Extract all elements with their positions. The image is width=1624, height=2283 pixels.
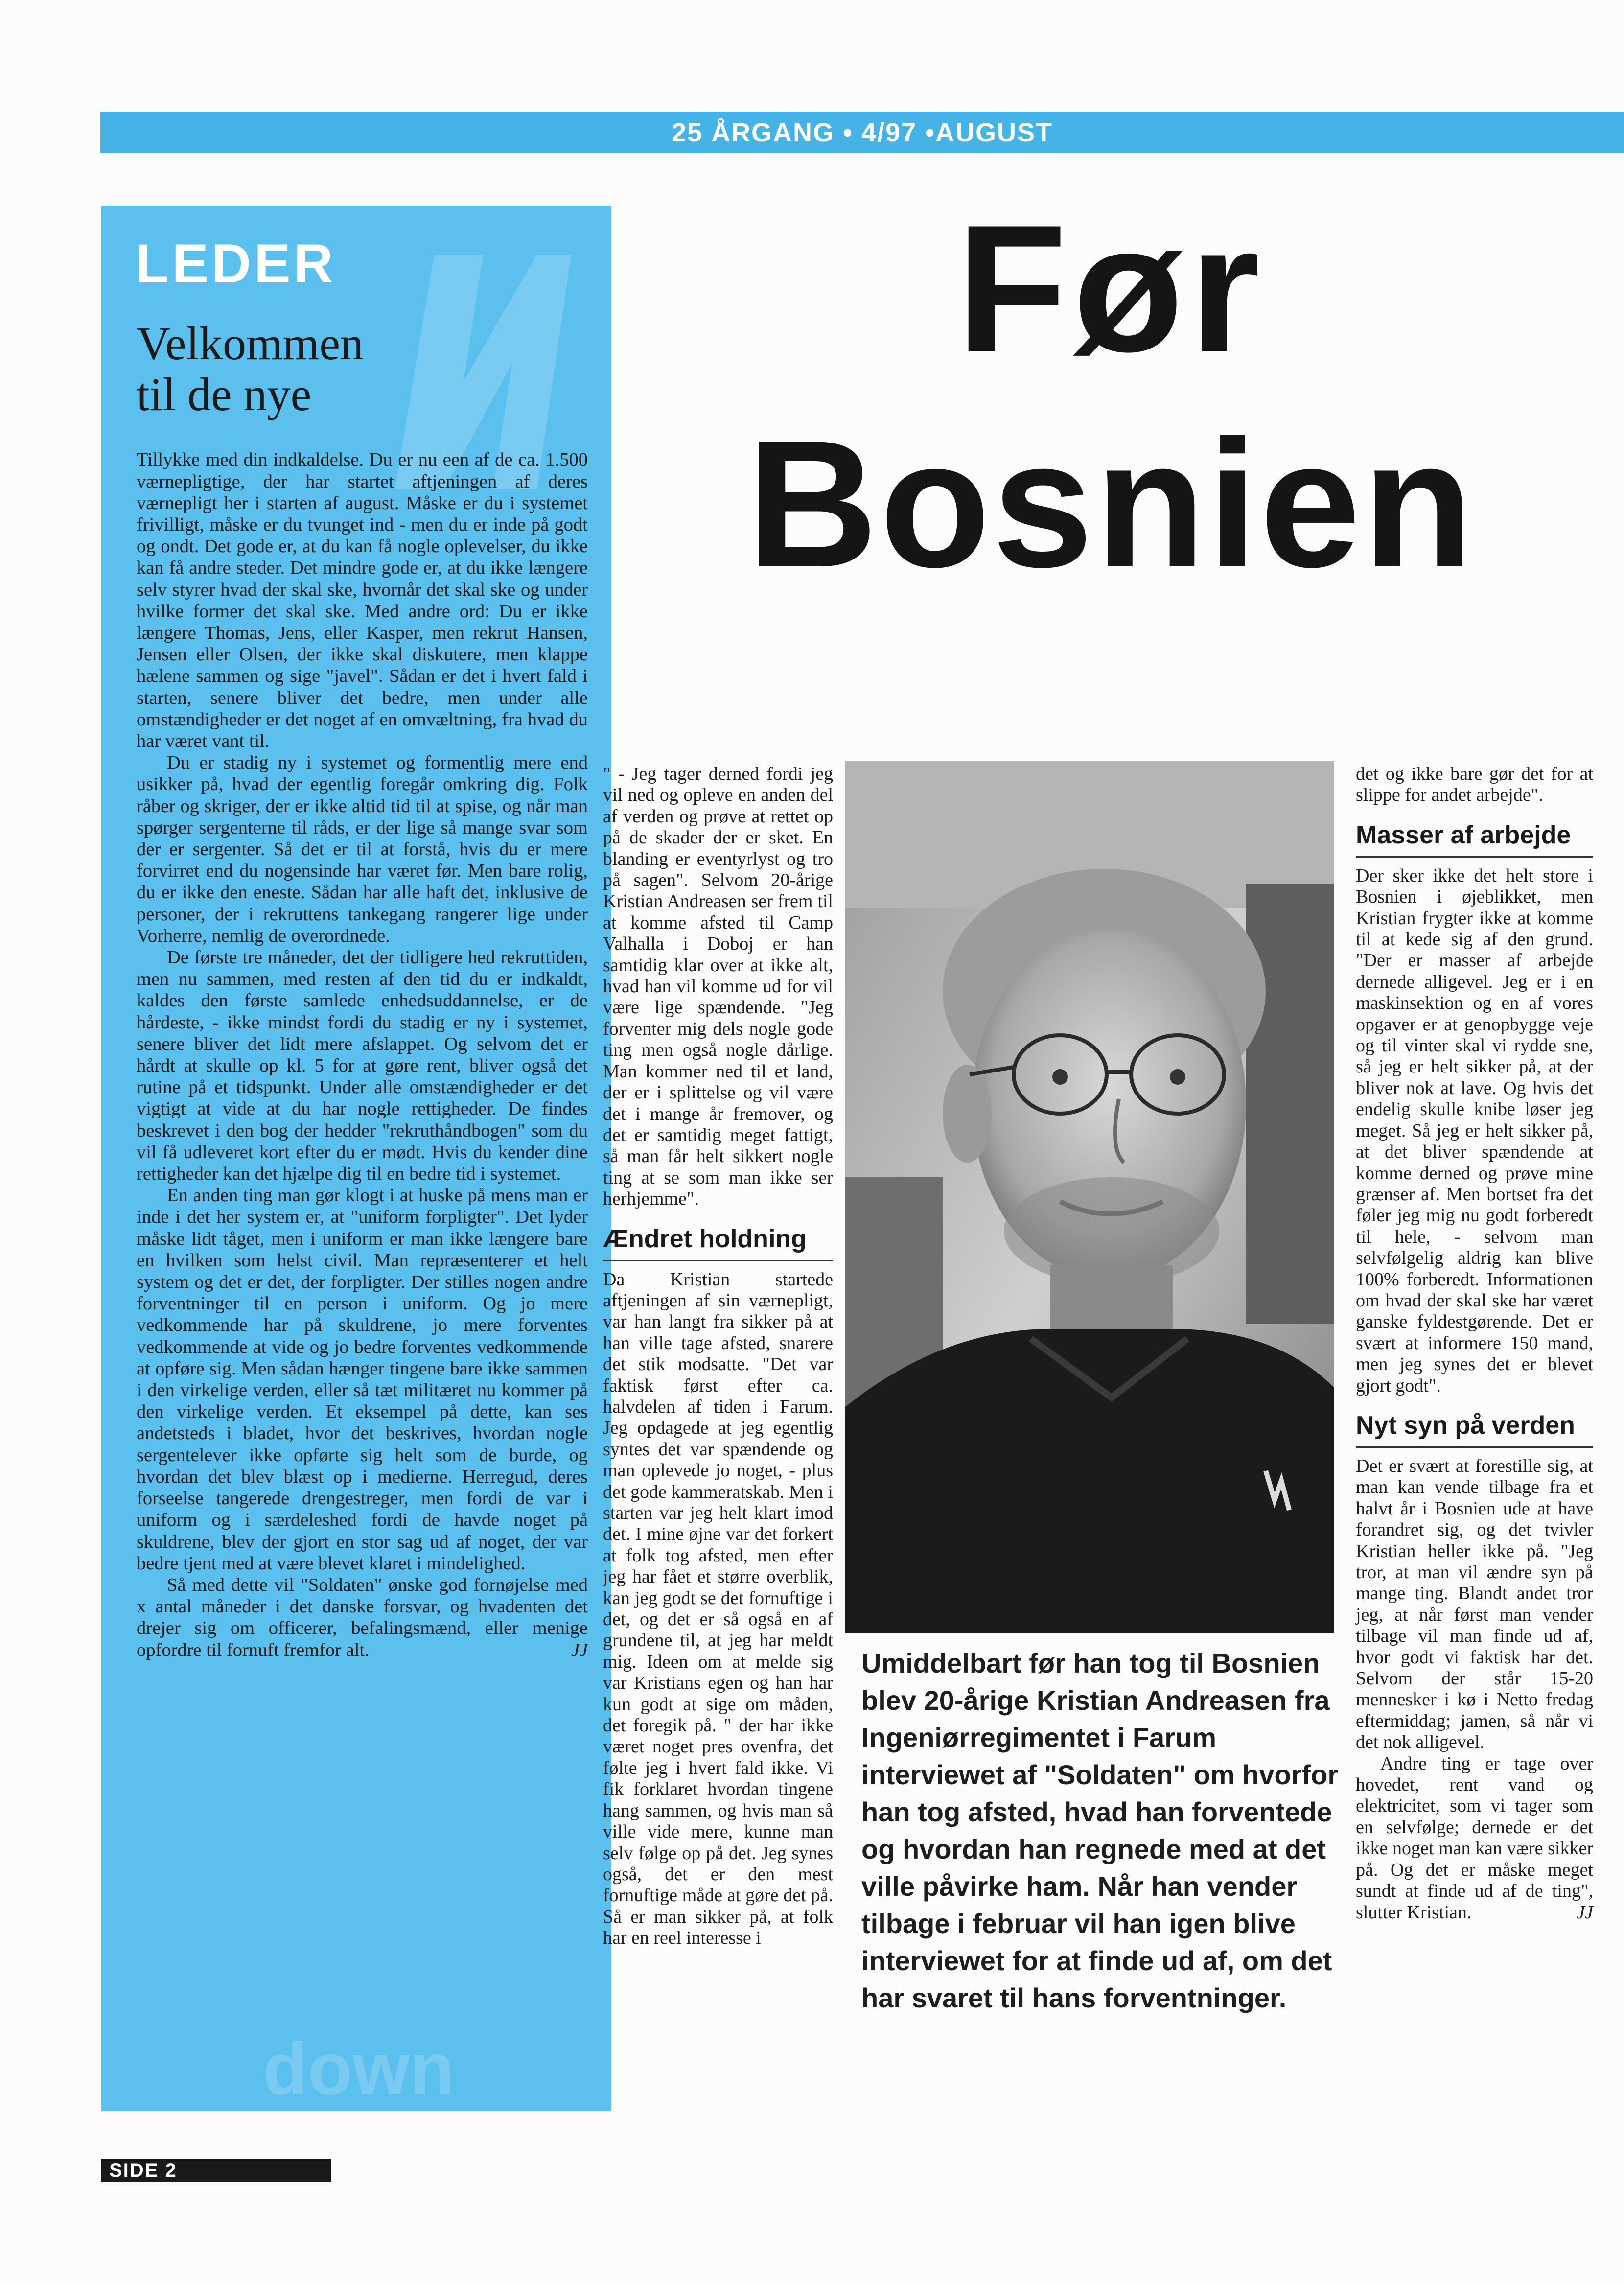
leader-paragraph-text: Så med dette vil "Soldaten" ønske god fornøjelse med x antal måneder i det danske forsvar, og hvadenten det drejer sig om officerer, befalingsmænd, eller menige opfordre til fornuft fremfor alt. [137, 1574, 588, 1660]
article-paragraph: det og ikke bare gør det for at slippe for andet arbejde". [1356, 764, 1593, 806]
article-paragraph: Det er svært at forestille sig, at man kan vende tilbage fra et halvt år i Bosnien ude at have forandret sig, og det tvivler Kristian heller ikke på. "Jeg tror, at man vil ændre syn på mange ting. Blandt andet tror jeg, at når først man vender tilbage vil man finde ud af, hvor godt vi faktisk har det. Selvom der står 15-20 mennesker i kø i Netto fredag eftermiddag; jamen, så når vi det nok alligevel. [1356, 1455, 1593, 1753]
portrait-image [845, 761, 1334, 1633]
article-paragraph: Da Kristian startede aftjeningen af sin værnepligt, var han langt fra sikker på at han ville tage afsted, snarere det stik modsatte. "Det var faktisk først efter ca. halvdelen af tiden i Farum. Jeg opdagede at jeg egentlig syntes det var spændende og man oplevede jo noget, - plus det gode kammeratskab. Men i starten var jeg helt klart imod det. I mine øjne var det forkert at folk tog afsted, men efter jeg har fået et større overblik, kan jeg godt se det fornuftige i det, og det er så også en af grundene til, at jeg har meldt mig. Ideen om at melde sig var Kristians egen og han har kun godt at sige om måden, det foregik på. " der har ikke været noget pres ovenfra, det følte jeg i hvert fald ikke. Vi fik forklaret hvordan tingene hang sammen, og hvis man så ville vide mere, kunne man selv følge op på det. Jeg synes også, det er den mest fornuftige måde at gøre det på. Så er man sikker på, at folk har en reel interesse i [603, 1269, 833, 1949]
article-intro: " - Jeg tager derned fordi jeg vil ned og opleve en anden del af verden og prøve at rettet op på de skader der er sket. En blanding er eventyrlyst og tro på sagen". Selvom 20-årige Kristian Andreasen ser frem til at komme afsted til Camp Valhalla i Doboj er han samtidig klar over at ikke alt, hvad han vil komme ud for vil være lige spændende. "Jeg forventer mig dels nogle gode ting men også nogle dårlige. Man kommer ned til et land, der er i splittelse og vil være det i mange år fremover, og det er samtidig meget fattigt, så man får helt sikkert nogle ting at se som man ikke ser herhjemme". [603, 764, 833, 1210]
leader-paragraph: Du er stadig ny i systemet og formentlig mere end usikker på, hvad der egentlig foregår omkring dig. Folk råber og skriger, der er ikke altid tid til at spise, og når man spørger sergenterne til råds, er der lige så mange svar som der er sergenter. Så det er til at forstå, hvis du er mere forvirret end du nogensinde har været før. Men bare rolig, du er ikke den eneste. Sådan har alle haft det, inklusive de personer, der i rekruttens tankegang rangerer lige under Vorherre, nemlig de overordnede. [137, 752, 588, 946]
leader-title-line-1: Velkommen [137, 317, 364, 370]
article-signature: JJ [1577, 1902, 1593, 1923]
leader-title-line-2: til de nye [137, 368, 312, 420]
leader-paragraph [137, 1574, 588, 1661]
article-paragraph: Der sker ikke det helt store i Bosnien i øjeblikket, men Kristian frygter ikke at komme til at kede sig af den grund. "Der er masser af arbejde dernede alligevel. Jeg er i en maskinsektion og en af vores opgaver er at genopbygge veje og til vinter skal vi rydde sne, så jeg er helt sikker på, at der bliver nok at lave. Og hvis det endelig skulle knibe løser jeg meget. Så jeg er helt sikker på, at det bliver spændende at komme derned og prøve mine grænser af. Men bortset fra det føler jeg mig nu godt forberedt til hele, - selvom man selvfølgelig aldrig kan blive 100% forberedt. Informationen om hvad der skal ske har været ganske fyldestgørende. Det er svært at informere 150 mand, men jeg synes det er blevet gjort godt". [1356, 865, 1593, 1396]
leader-paragraph: En anden ting man gør klogt i at huske på mens man er inde i det her system er, at "uniform forpligter". Det lyder måske lidt tåget, men i uniform er man ikke længere bare en hvilken som helst civil. Man repræsenterer et helt system og det er det, der forpligter. Der stilles nogen andre forventninger til en person i uniform. Og jo mere vedkommende har på skuldrene, jo mere forventes vedkommende at vide og jo bedre forventes vedkommende at opføre sig. Men sådan hænger tingene bare ikke sammen i den virkelige verden, eller så tæt militæret nu kommer på den virkelige verden. Et eksempel på dette, kan ses andetsteds i bladet, hvor det beskrives, hvordan nogle sergentelever ikke opførte sig helt som de burde, og hvordan det blev blæst op i medierne. Herregud, deres forseelse tangerede drengestreger, men fordi de var i uniform og i særdeleshed fordi de havde noget på skuldrene, blev der gjort en stor sag ud af noget, der var bedre tjent med at være blevet klaret i mindelighed. [137, 1185, 588, 1574]
leader-label: LEDER [136, 233, 336, 294]
issue-text: 25 ÅRGANG • 4/97 •AUGUST [672, 117, 1053, 147]
background-text-watermark: down [263, 2027, 455, 2110]
article-paragraph [1356, 1753, 1593, 1923]
article-paragraph-text: Andre ting er tage over hovedet, rent vand og elektricitet, som vi tager som en selvfølge; dernede er det ikke noget man kan være sikker på. Og det er måske meget sundt at finde ud af de ting", slutter Kristian. [1356, 1753, 1593, 1923]
leader-paragraph: De første tre måneder, det der tidligere hed rekruttiden, men nu sammen, med resten af den tid du er indkaldt, kaldes den første samlede enhedsuddannelse, er de hårdeste, - ikke mindst fordi du stadig er ny i systemet, senere bliver det lidt mere afslappet. Og selvom det er hårdt at skulle op kl. 5 for at gøre rent, bliver også det rutine på et tidspunkt. Under alle omstændigheder er det vigtigt at vide at du har nogle rettigheder. De findes beskrevet i den bog der hedder "rekruthåndbogen" som du vil få udleveret kort efter du er mødt. Hvis du kender dine rettigheder kan det hjælpe dig til en bedre tid i systemet. [137, 947, 588, 1185]
leader-body [137, 449, 588, 1660]
subheading-masser-af-arbejde: Masser af arbejde [1356, 821, 1593, 858]
subheading-aendret-holdning: Ændret holdning [603, 1225, 833, 1261]
leader-paragraph: Tillykke med din indkaldelse. Du er nu een af de ca. 1.500 værnepligtige, der har startet aftjeningen af deres værnepligt her i starten af august. Måske er du i systemet frivilligt, måske er du tvunget ind - men du er inde på godt og ondt. Det gode er, at du kan få nogle oplevelser, du ikke kan få andre steder. Det mindre gode er, at du ikke længere selv styrer hvad der skal ske, hvornår det skal ske og under hvilke former det skal ske. Med andre ord: Du er ikke længere Thomas, Jens, eller Kasper, men rekrut Hansen, Jensen eller Olsen, der ikke skal diskutere, men klappe hælene sammen og sige "javel". Sådan er det i hvert fald i starten, senere bliver det bedre, men under alle omstændigheder er det noget af en omvæltning, fra hvad du har været vant til. [137, 449, 588, 751]
page-number: SIDE 2 [109, 2159, 177, 2181]
article-column-2 [1356, 764, 1593, 1923]
subheading-nyt-syn-paa-verden: Nyt syn på verden [1356, 1411, 1593, 1448]
issue-banner [100, 112, 1624, 153]
headline-line-1: Før [956, 187, 1266, 390]
headline-line-2: Bosnien [747, 403, 1475, 605]
leader-box [101, 206, 611, 2111]
article-headline [651, 186, 1571, 607]
leader-title [137, 318, 588, 419]
page-number-box [101, 2159, 331, 2182]
leader-signature: JJ [571, 1639, 588, 1660]
portrait-photo [845, 761, 1334, 1633]
article-column-1 [603, 764, 833, 1949]
photo-caption: Umiddelbart før han tog til Bosnien blev 20-årige Kristian Andreasen fra Ingeniørregimentet i Farum interviewet af "Soldaten" om hvorfor han tog afsted, hvad han forventede og hvordan han regnede med at det ville påvirke ham. Når han vender tilbage i februar vil han igen blive interviewet for at finde ud af, om det har svaret til hans forventninger. [861, 1648, 1339, 2013]
